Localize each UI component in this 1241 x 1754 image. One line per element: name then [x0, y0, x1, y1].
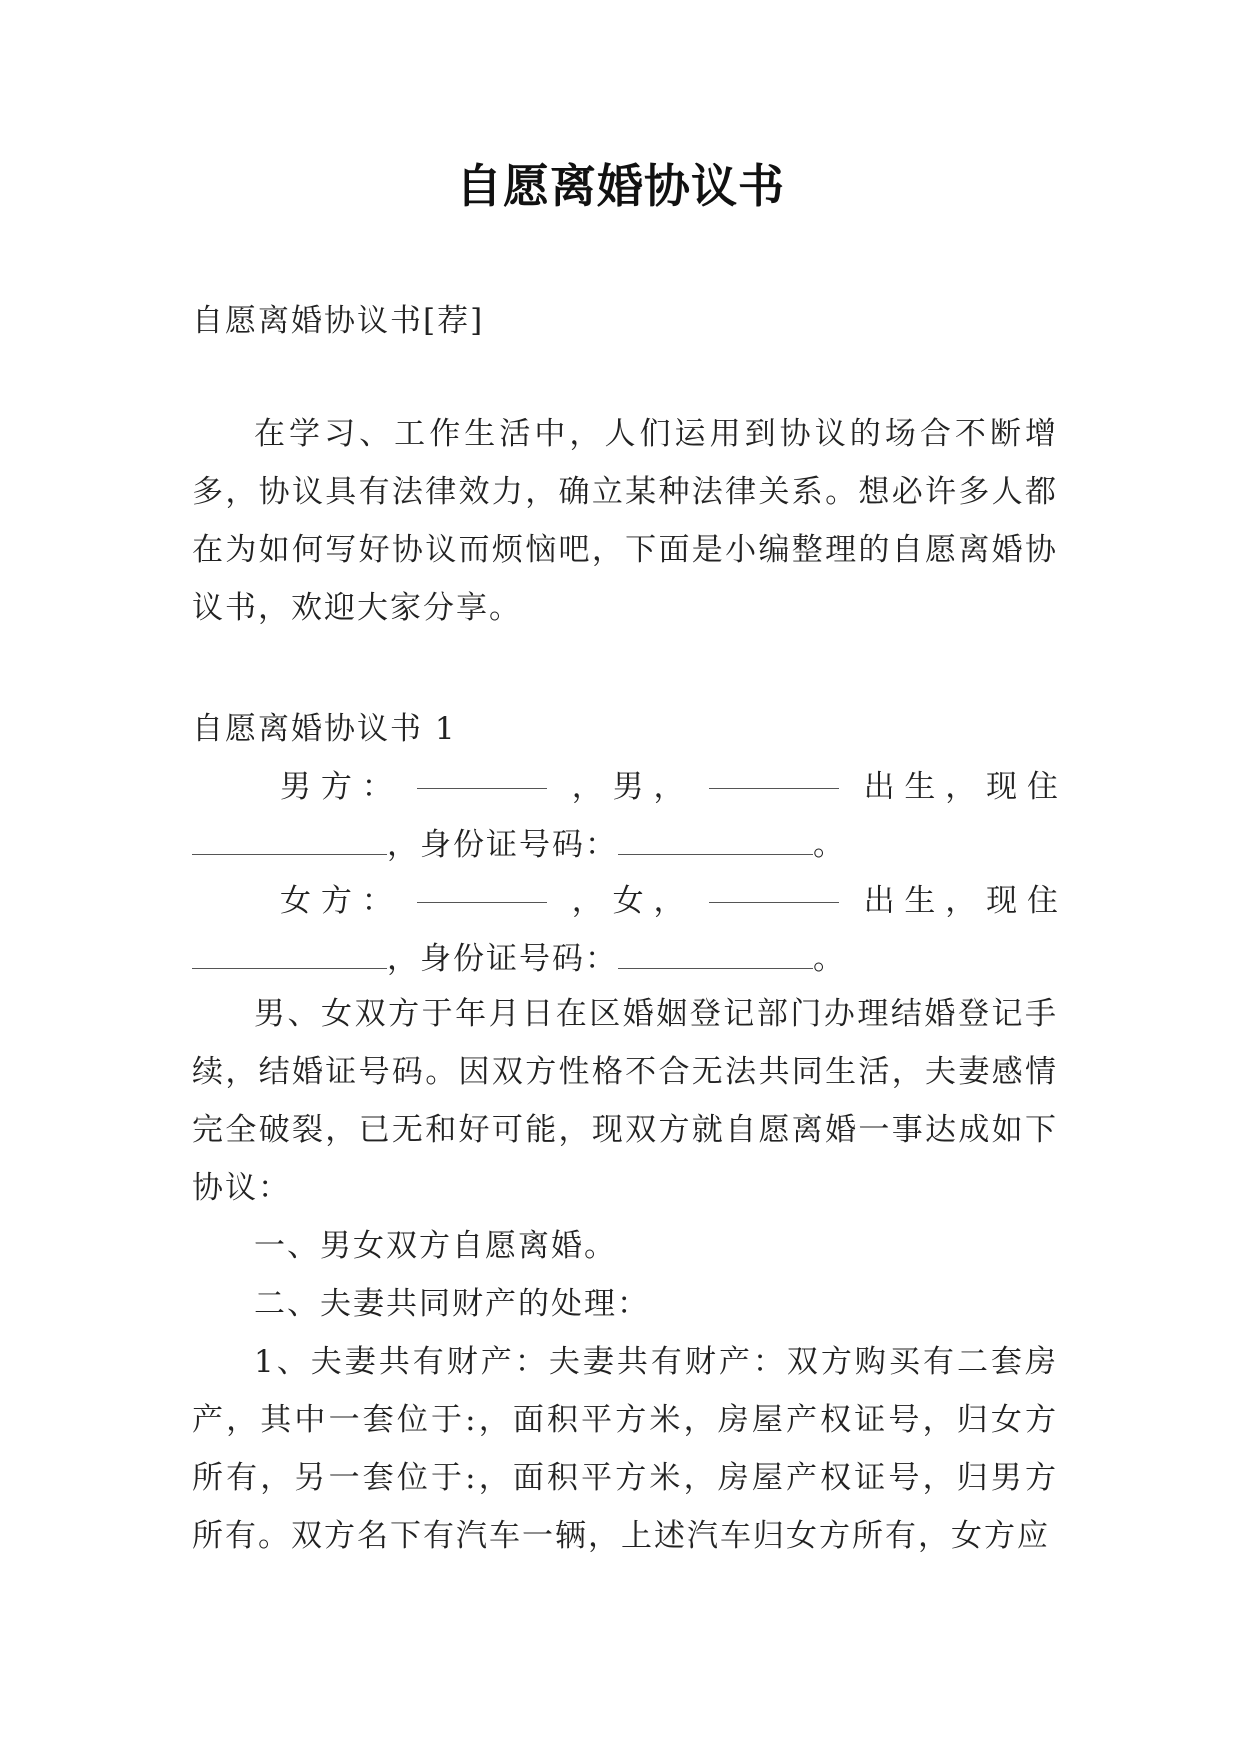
document-subtitle: 自愿离婚协议书[荐] — [192, 303, 485, 339]
intro-paragraph: 在学习、工作生活中，人们运用到协议的场合不断增多，协议具有法律效力，确立某种法律关系。想必许多人都在为如何写好协议而烦恼吧，下面是小编整理的自愿离婚协议书，欢迎大家分享。 — [192, 416, 1058, 626]
male-party-line — [192, 758, 1058, 816]
male-label: 男 方 ： — [280, 769, 393, 805]
agreement-paragraph: 男、女双方于年月日在区婚姻登记部门办理结婚登记手续，结婚证号码。因双方性格不合无法共同生活，夫妻感情完全破裂，已无和好可能，现双方就自愿离婚一事达成如下协议： — [192, 996, 1058, 1206]
male-id-label: ，身份证号码： — [387, 827, 618, 863]
section-heading: 自愿离婚协议书 1 — [192, 711, 457, 747]
agreement-paragraph: 1、夫妻共有财产：夫妻共有财产：双方购买有二套房产，其中一套位于:，面积平方米，房屋产权证号，归女方所有，另一套位于:，面积平方米，房屋产权证号，归男方所有。双方名下有汽车一辆，上述汽车归女方所有，女方应 — [192, 1344, 1058, 1554]
female-party-block — [192, 872, 1058, 988]
female-label: 女 方 ： — [280, 883, 393, 919]
female-address-blank — [192, 938, 387, 969]
intro-section — [192, 405, 1058, 637]
male-party-block — [192, 758, 1058, 874]
female-gender: ， 女 ， — [571, 883, 685, 919]
female-id-line — [192, 930, 1058, 988]
male-birth-text: 出 生 ， 现 住 — [863, 769, 1058, 805]
document-title: 自愿离婚协议书 — [456, 159, 785, 213]
male-id-end: 。 — [813, 827, 846, 863]
female-name-blank — [417, 872, 547, 903]
agreement-body — [192, 985, 1058, 1565]
female-birth-blank — [709, 872, 839, 903]
male-id-blank — [618, 824, 813, 855]
male-address-blank — [192, 824, 387, 855]
female-id-blank — [618, 938, 813, 969]
female-id-label: ，身份证号码： — [387, 941, 618, 977]
female-birth-text: 出 生 ， 现 住 — [863, 883, 1058, 919]
agreement-paragraph: 一、男女双方自愿离婚。 — [254, 1228, 617, 1264]
agreement-paragraph: 二、夫妻共同财产的处理： — [254, 1286, 650, 1322]
male-id-line — [192, 816, 1058, 874]
male-gender: ， 男 ， — [571, 769, 685, 805]
male-birth-blank — [709, 758, 839, 789]
male-name-blank — [417, 758, 547, 789]
female-party-line — [192, 872, 1058, 930]
female-id-end: 。 — [813, 941, 846, 977]
